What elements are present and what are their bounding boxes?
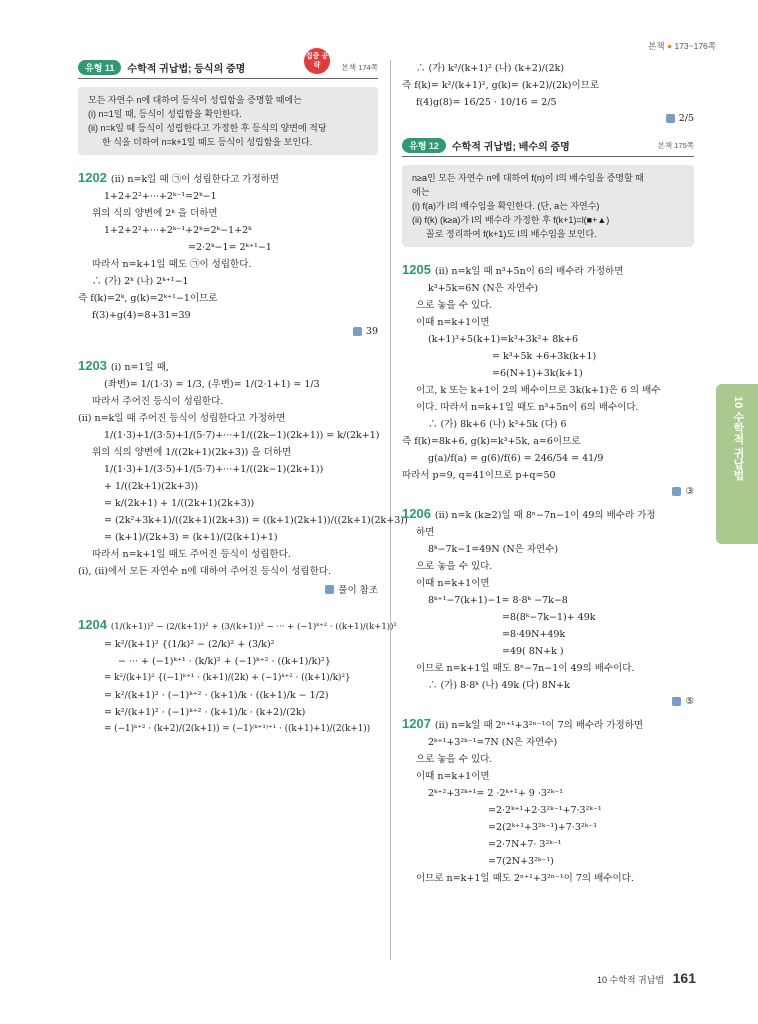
answer-1204 [402, 113, 694, 124]
problem-1207 [402, 715, 694, 887]
solution-line: =2·2ᵏ⁺¹+2·3²ᵏ⁻¹+7·3²ᵏ⁻¹ [488, 805, 602, 816]
right-column [402, 60, 694, 887]
problem-number: 1204 [78, 617, 107, 632]
solution-line: = k²/(k+1)² · (−1)ᵏ⁺² · (k+1)/k · (k+2)/(2k) [104, 707, 306, 718]
footer-chapter: 10 수학적 귀납법 [596, 975, 665, 985]
solution-line: = (2k²+3k+1)/((2k+1)(2k+3)) = ((k+1)(2k+1))/((2k+1)(2k+3)) [104, 515, 408, 526]
solution-line: 하면 [416, 527, 435, 538]
problem-number: 1202 [78, 170, 107, 185]
solution-line: 이다. 따라서 n=k+1일 때도 n³+5n이 6의 배수이다. [416, 402, 639, 413]
concept-line: 꼴로 정리하여 f(k+1)도 l의 배수임을 보인다. [426, 229, 597, 239]
solution-line: 1+2+2²+···+2ᵏ⁻¹+2ᵏ=2ᵏ−1+2ᵏ [104, 225, 252, 236]
chapter-side-tab-label: 10 수학적 귀납법 [732, 396, 744, 481]
solution-line: =2·2ᵏ−1= 2ᵏ⁺¹−1 [188, 242, 272, 253]
answer-1206 [402, 696, 694, 707]
answer-icon [666, 114, 675, 123]
type11-concept-box [78, 87, 378, 155]
solution-line: 이므로 n=k+1일 때도 2ⁿ⁺¹+3²ⁿ⁻¹이 7의 배수이다. [416, 873, 634, 884]
solution-line: k³+5k=6N (N은 자연수) [428, 283, 539, 294]
concept-line: (i) f(a)가 l의 배수임을 확인한다. (단, a는 자연수) [412, 201, 600, 211]
solution-line: 으로 놓을 수 있다. [416, 300, 493, 311]
answer-value: ⑤ [685, 696, 694, 707]
solution-line: − ··· + (−1)ᵏ⁺¹ · (k/k)² + (−1)ᵏ⁺² · ((k+1)/k)²} [118, 656, 331, 667]
problem-1204-continued [402, 60, 694, 124]
answer-icon [672, 697, 681, 706]
answer-icon [325, 585, 334, 594]
solution-line: (ii) n=k (k≥2)일 때 8ⁿ−7n−1이 49의 배수라 가정 [434, 510, 656, 521]
solution-line: 8ᵏ−7k−1=49N (N은 자연수) [428, 544, 559, 555]
problem-1205 [402, 261, 694, 497]
answer-value: 39 [365, 326, 378, 337]
solution-line: 1/(1·3)+1/(3·5)+1/(5·7)+···+1/((2k−1)(2k+1)) = k/(2k+1) [104, 430, 380, 441]
type11-tag: 유형 11 [78, 60, 121, 75]
solution-line: 으로 놓을 수 있다. [416, 561, 493, 572]
solution-line: 즉 f(k)= k²/(k+1)², g(k)= (k+2)/(2k)이므로 [402, 80, 599, 91]
type12-header [402, 138, 694, 157]
concept-line: 에는 [412, 187, 430, 197]
problem-1202 [78, 169, 378, 337]
problem-1206 [402, 505, 694, 707]
solution-line: = k²/(k+1)² {(−1)ᵏ⁺¹ · (k+1)/(2k) + (−1)ᵏ⁺² · ((k+1)/k)²} [104, 673, 351, 683]
solution-line: (좌변)= 1/(1·3) = 1/3, (우변)= 1/(2·1+1) = 1/3 [104, 379, 320, 390]
type12-book-ref: 본책 175쪽 [657, 141, 694, 150]
solution-line: + 1/((2k+1)(2k+3)) [104, 481, 199, 492]
solution-line: =8(8ᵏ−7k−1)+ 49k [502, 612, 596, 623]
solution-line: = k²/(k+1)² {(1/k)² − (2/k)² + (3/k)² [104, 639, 275, 650]
focus-badge: 집중 공략 [304, 48, 330, 74]
solution-line: 따라서 n=k+1일 때도 주어진 등식이 성립한다. [92, 549, 291, 560]
page-number: 161 [672, 970, 696, 986]
page-footer [597, 970, 696, 986]
solution-line: 따라서 n=k+1일 때도 ㉠이 성립한다. [92, 259, 252, 270]
concept-line: (i) n=1일 때, 등식이 성립함을 확인한다. [88, 109, 242, 119]
solution-line: (ii) n=k일 때 n³+5n이 6의 배수라 가정하면 [434, 266, 624, 277]
solution-line: 즉 f(k)=2ᵏ, g(k)=2ᵏ⁺¹−1이므로 [78, 293, 218, 304]
solution-line: 위의 식의 양변에 1/((2k+1)(2k+3)) 을 더하면 [92, 447, 292, 458]
problem-number: 1203 [78, 358, 107, 373]
problem-1204 [78, 616, 397, 738]
solution-line: 이때 n=k+1이면 [416, 578, 490, 589]
solution-line: 따라서 주어진 등식이 성립한다. [92, 396, 224, 407]
solution-line: f(3)+g(4)=8+31=39 [92, 310, 191, 321]
header-ref-prefix: 본책 [648, 41, 665, 51]
solution-line: = (k+1)/(2k+3) = (k+1)/(2(k+1)+1) [104, 532, 278, 543]
solution-line: =8·49N+49k [502, 629, 566, 640]
solution-line: 8ᵏ⁺¹−7(k+1)−1= 8·8ᵏ −7k−8 [428, 595, 568, 606]
solution-line: = (−1)ᵏ⁺² · (k+2)/(2(k+1)) = (−1)⁽ᵏ⁺¹⁾⁺¹ · ((k+1)+1)/(2(k+1)) [104, 724, 371, 734]
problem-number: 1207 [402, 716, 431, 731]
answer-1203 [78, 582, 378, 596]
solution-line: 따라서 p=9, q=41이므로 p+q=50 [402, 470, 556, 481]
solution-line: =2·7N+7· 3²ᵏ⁻¹ [488, 839, 562, 850]
column-divider [390, 60, 391, 960]
answer-icon [672, 487, 681, 496]
solution-line: 즉 f(k)=8k+6, g(k)=k³+5k, a=6이므로 [402, 436, 581, 447]
solution-line: 2ᵏ⁺²+3²ᵏ⁺¹= 2 ·2ᵏ⁺¹+ 9 ·3²ᵏ⁻¹ [428, 788, 564, 799]
solution-line: (ii) n=k일 때 2ⁿ⁺¹+3²ⁿ⁻¹이 7의 배수라 가정하면 [434, 720, 644, 731]
answer-1202 [78, 326, 378, 337]
concept-line: (ii) n=k일 때 등식이 성립한다고 가정한 후 등식의 양변에 적당 [88, 123, 327, 133]
solution-line: (1/(k+1))² − (2/(k+1))² + (3/(k+1))² − ··· + (−1)ᵏ⁺² · ((k+1)/(k+1))² [110, 622, 397, 632]
solution-line: ∴ (가) 8k+6 (나) k³+5k (다) 6 [428, 419, 567, 430]
solution-line: (i) n=1일 때, [110, 362, 169, 373]
solution-line: 2ᵏ⁺¹+3²ᵏ⁻¹=7N (N은 자연수) [428, 737, 558, 748]
solution-line: 위의 식의 양변에 2ᵏ 을 더하면 [92, 208, 218, 219]
solution-line: 이때 n=k+1이면 [416, 317, 490, 328]
concept-line: (ii) f(k) (k≥a)가 l의 배수라 가정한 후 f(k+1)=l(■+▲) [412, 215, 610, 225]
solution-line: (k+1)³+5(k+1)=k³+3k²+ 8k+6 [428, 334, 579, 345]
solution-line: 이고, k 또는 k+1이 2의 배수이므로 3k(k+1)은 6 의 배수 [416, 385, 661, 396]
answer-1205 [402, 486, 694, 497]
left-column [78, 53, 408, 738]
solution-line: 이므로 n=k+1일 때도 8ⁿ−7n−1이 49의 배수이다. [416, 663, 635, 674]
solution-line: =2(2ᵏ⁺¹+3²ᵏ⁻¹)+7·3²ᵏ⁻¹ [488, 822, 598, 833]
solution-line: 1+2+2²+···+2ᵏ⁻¹=2ᵏ−1 [104, 191, 217, 202]
answer-value: 2/5 [678, 113, 694, 124]
solution-line: 이때 n=k+1이면 [416, 771, 490, 782]
solution-line: 으로 놓을 수 있다. [416, 754, 493, 765]
header-page-reference: 본책 ● 173~176쪽 [648, 41, 716, 51]
type11-header [78, 53, 378, 79]
solution-line: ∴ (가) k²/(k+1)² (나) (k+2)/(2k) [416, 63, 565, 74]
solution-line: f(4)g(8)= 16/25 · 10/16 = 2/5 [416, 97, 557, 108]
answer-value: 풀이 참조 [338, 585, 378, 596]
type12-tag: 유형 12 [402, 138, 446, 153]
answer-value: ③ [685, 486, 694, 497]
solution-line: = k²/(k+1)² · (−1)ᵏ⁺² · (k+1)/k · ((k+1)/k − 1/2) [104, 690, 329, 701]
answer-icon [353, 327, 362, 336]
header-ref-pages: 173~176쪽 [674, 41, 716, 51]
solution-line: = k³+5k +6+3k(k+1) [492, 351, 597, 362]
type11-title: 수학적 귀납법; 등식의 증명 [127, 64, 246, 75]
problem-1203 [78, 357, 408, 596]
solution-line: 1/(1·3)+1/(3·5)+1/(5·7)+···+1/((2k−1)(2k+1)) [104, 464, 324, 475]
type12-title: 수학적 귀납법; 배수의 증명 [451, 142, 570, 153]
concept-line: 모든 자연수 n에 대하여 등식이 성립함을 증명할 때에는 [88, 95, 302, 105]
problem-number: 1206 [402, 506, 431, 521]
solution-line: g(a)/f(a) = g(6)/f(6) = 246/54 = 41/9 [428, 453, 604, 464]
solution-line: ∴ (가) 2ᵏ (나) 2ᵏ⁺¹−1 [92, 276, 189, 287]
solution-line: =49( 8N+k ) [502, 646, 564, 657]
solution-line: =6(N+1)+3k(k+1) [492, 368, 583, 379]
concept-line: 한 식을 더하여 n=k+1일 때도 등식이 성립함을 보인다. [102, 137, 313, 147]
problem-number: 1205 [402, 262, 431, 277]
solution-line: (i), (ii)에서 모든 자연수 n에 대하여 주어진 등식이 성립한다. [78, 566, 331, 577]
type11-book-ref: 본책 174쪽 [341, 63, 378, 72]
solution-line: ∴ (가) 8·8ᵏ (나) 49k (다) 8N+k [428, 680, 570, 691]
solution-line: = k/(2k+1) + 1/((2k+1)(2k+3)) [104, 498, 255, 509]
solution-line: (ii) n=k일 때 주어진 등식이 성립한다고 가정하면 [78, 413, 286, 424]
solution-line: (ii) n=k일 때 ㉠이 성립한다고 가정하면 [110, 174, 279, 185]
type12-concept-box [402, 165, 694, 247]
solution-line: =7(2N+3²ᵏ⁻¹) [488, 856, 554, 867]
chapter-side-tab [716, 384, 758, 544]
concept-line: n≥a인 모든 자연수 n에 대하여 f(n)이 l의 배수임을 증명할 때 [412, 173, 644, 183]
